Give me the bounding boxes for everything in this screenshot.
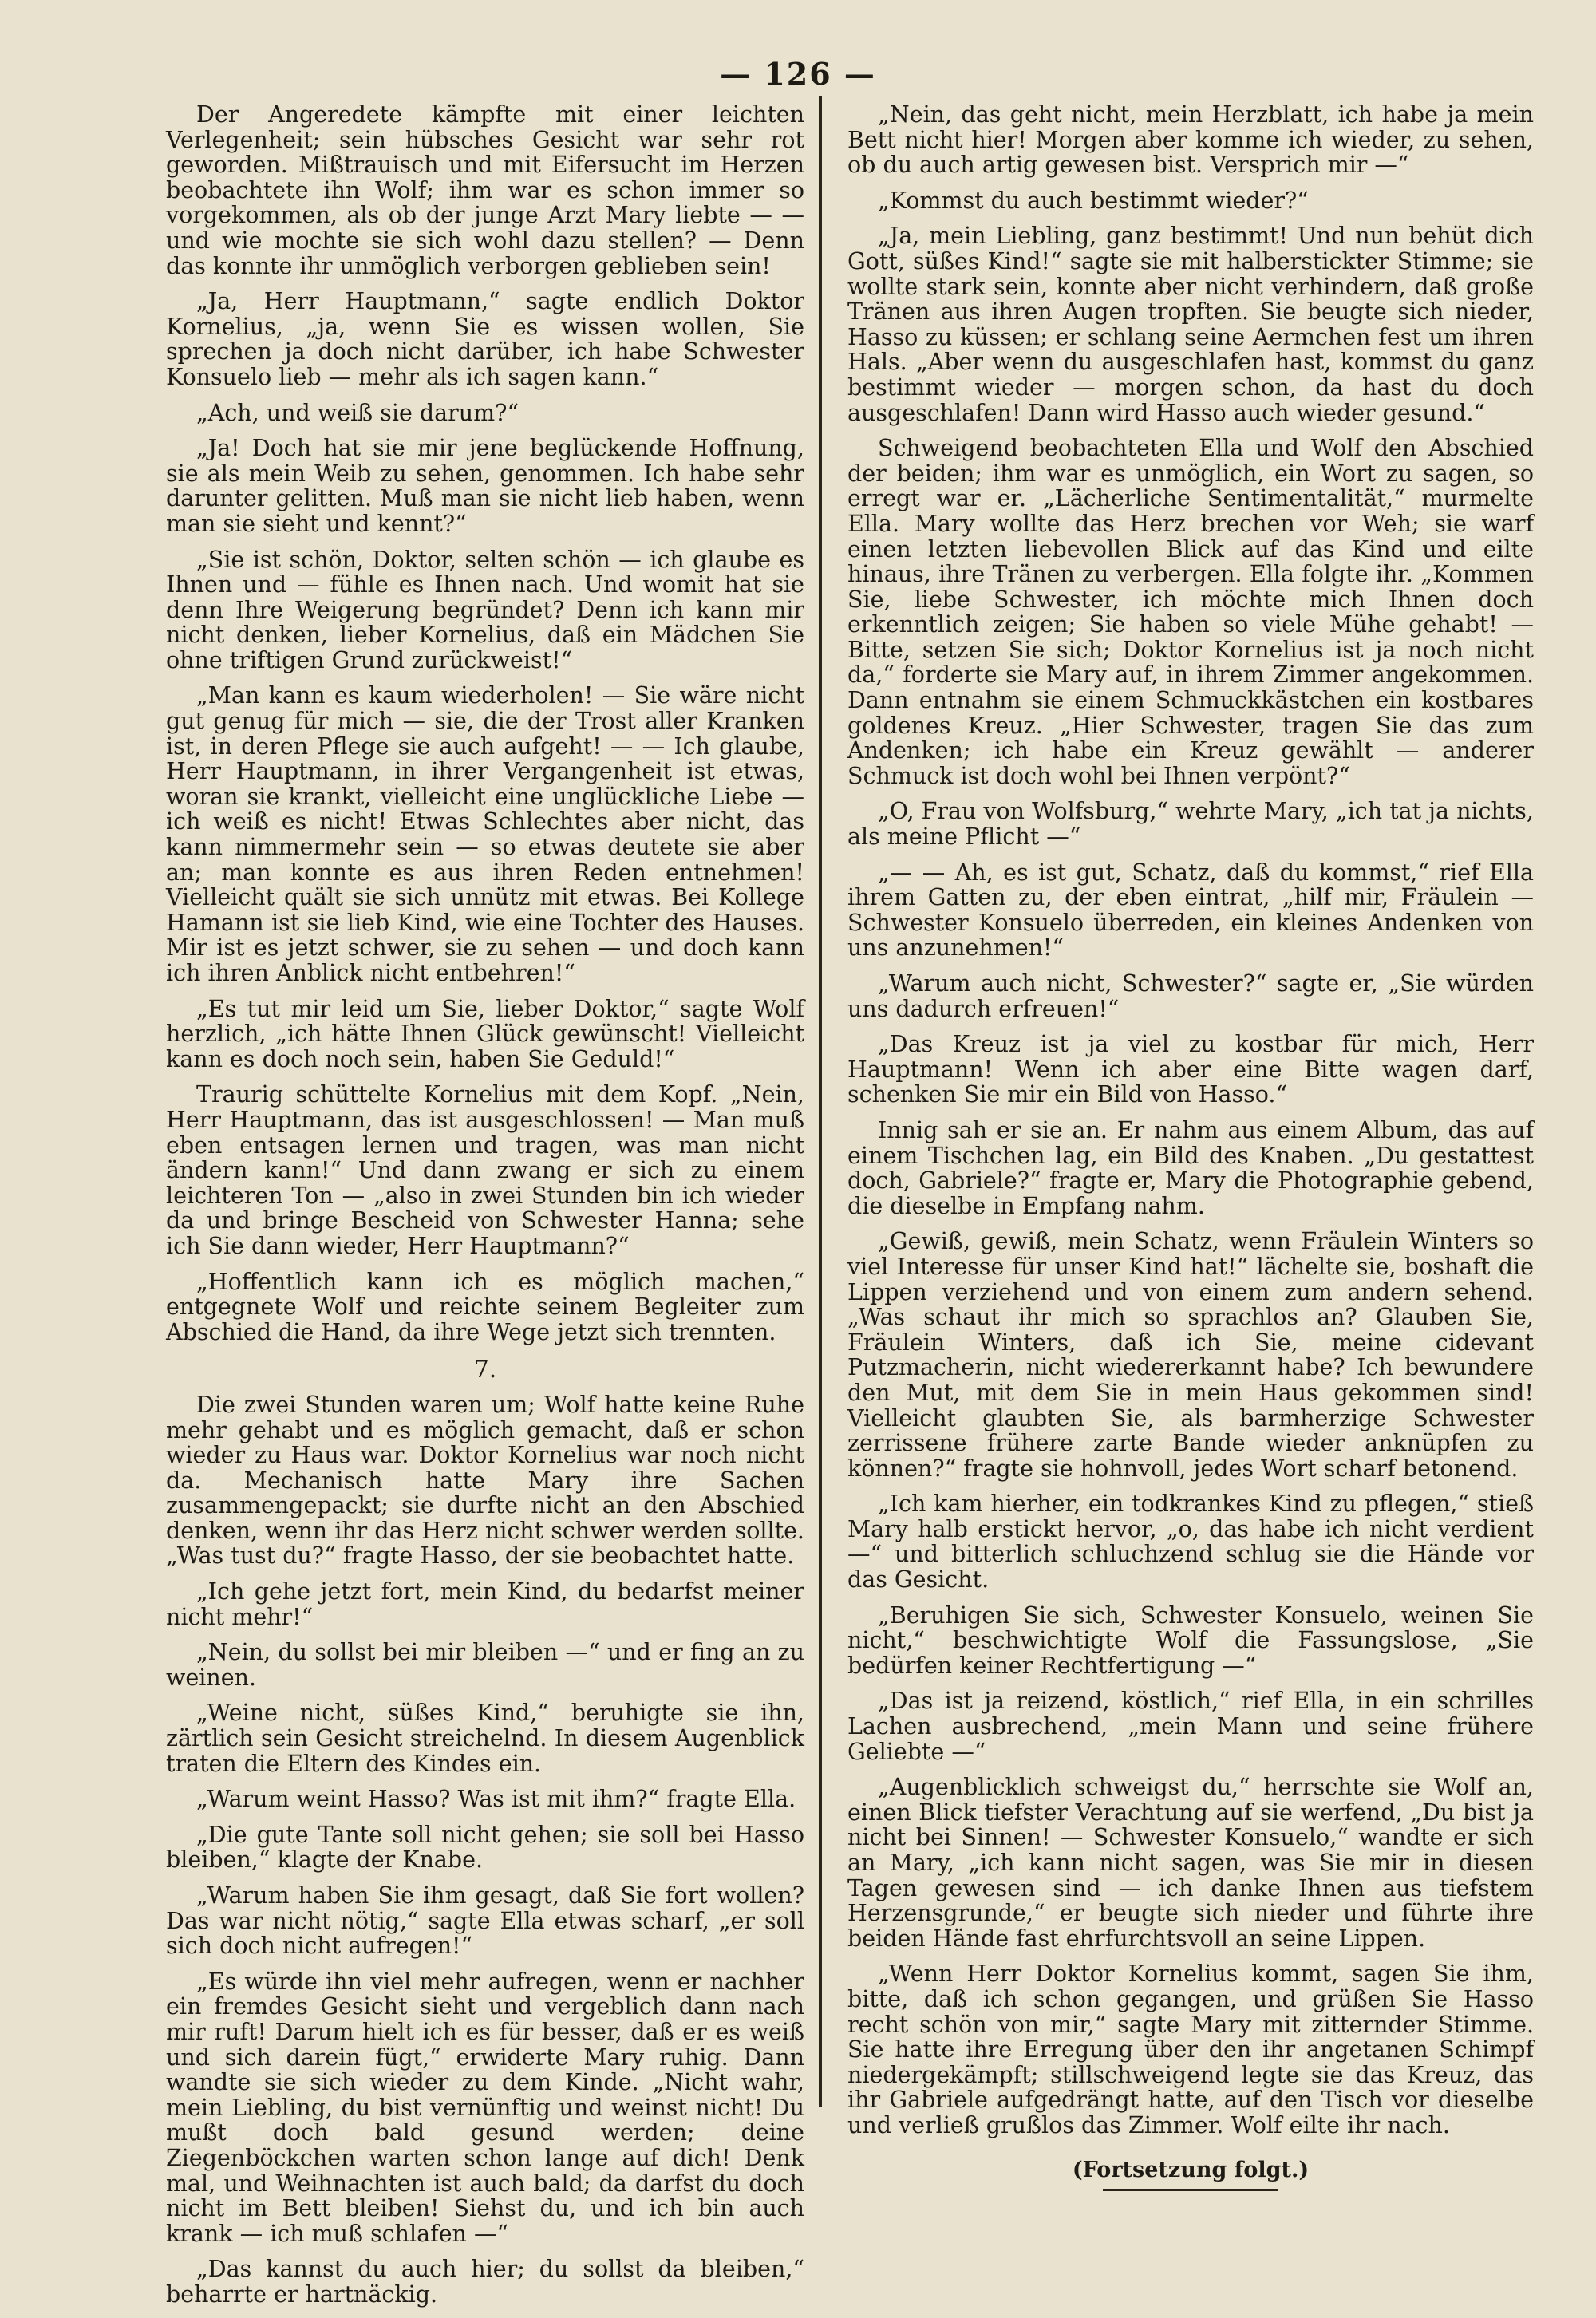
paragraph: „Ja, mein Liebling, ganz bestimmt! Und nun behüt dich Gott, süßes Kind!“ sagte sie mit halberstickter Stimme; sie wollte stark sein, konnte aber nicht verhindern, daß große Tränen aus ihren Augen tropften. Sie beugte sich nieder, Hasso zu küssen; er schlang seine Aermchen fest um ihren Hals. „Aber wenn du ausgeschlafen hast, kommst du ganz bestimmt wieder — morgen schon, da hast du doch ausgeschlafen! Dann wird Hasso auch wieder gesund.“ xyxy=(847,223,1534,426)
paragraph: „Ich kam hierher, ein todkrankes Kind zu pflegen,“ stieß Mary halb erstickt hervor, „o, das habe ich nicht verdient —“ und bitterlich schluchzend schlug sie die Hände vor das Gesicht. xyxy=(847,1491,1534,1593)
paragraph: „Man kann es kaum wiederholen! — Sie wäre nicht gut genug für mich — sie, die der Trost aller Kranken ist, in deren Pflege sie auch aufgeht! — — Ich glaube, Herr Hauptmann, in ihrer Vergangenheit ist etwas, woran sie krankt, vielleicht eine unglückliche Liebe — ich weiß es nicht! Etwas Schlechtes aber nicht, das kann nimmermehr sein — so etwas deutete sie aber an; man konnte es aus ihren Reden entnehmen! Vielleicht quält sie sich unnütz mit etwas. Bei Kollege Hamann ist sie lieb Kind, wie eine Tochter des Hauses. Mir ist es jetzt schwer, sie zu sehen — und doch kann ich ihren Anblick nicht entbehren!“ xyxy=(166,682,804,986)
paragraph: Der Angeredete kämpfte mit einer leichten Verlegenheit; sein hübsches Gesicht war sehr rot geworden. Mißtrauisch und mit Eifersucht im Herzen beobachtete ihn Wolf; ihm war es schon immer so vorgekommen, als ob der junge Arzt Mary liebte — — und wie mochte sie sich wohl dazu stellen? — Denn das konnte ihr unmöglich verborgen geblieben sein! xyxy=(166,101,804,279)
paragraph: „Es tut mir leid um Sie, lieber Doktor,“ sagte Wolf herzlich, „ich hätte Ihnen Glück gewünscht! Vielleicht kann es doch noch sein, haben Sie Geduld!“ xyxy=(166,995,804,1072)
paragraph: „Die gute Tante soll nicht gehen; sie soll bei Hasso bleiben,“ klagte der Knabe. xyxy=(166,1821,804,1874)
right-column xyxy=(847,102,1534,2191)
chapter-heading: 7. xyxy=(473,1356,497,1384)
paragraph: „Nein, du sollst bei mir bleiben —“ und er fing an zu weinen. xyxy=(166,1639,804,1691)
paragraph: „Das ist ja reizend, köstlich,“ rief Ella, in ein schrilles Lachen ausbrechend, „mein Mann und seine frühere Geliebte —“ xyxy=(847,1688,1534,1765)
paragraph: „Ach, und weiß sie darum?“ xyxy=(196,399,519,426)
paragraph: „Gewiß, gewiß, mein Schatz, wenn Fräulein Winters so viel Interesse für unser Kind hat!“ lächelte sie, boshaft die Lippen verziehend und von einem zum andern sehend. „Was schaut ihr mich so sprachlos an? Glauben Sie, Fräulein Winters, daß ich Sie, meine cidevant Putzmacherin, nicht wiedererkannt habe? Ich bewundere den Mut, mit dem Sie in mein Haus gekommen sind! Vielleicht glaubten Sie, als barmherzige Schwester zerrissene frühere zarte Bande wieder anknüpfen zu können?“ fragte sie hohnvoll, jedes Wort scharf betonend. xyxy=(847,1228,1534,1482)
paragraph: „Wenn Herr Doktor Kornelius kommt, sagen Sie ihm, bitte, daß ich schon gegangen, und grüßen Sie Hasso recht schön von mir,“ sagte Mary mit zitternder Stimme. Sie hatte ihre Erregung über den ihr angetanen Schimpf niedergekämpft; stillschweigend legte sie das Kreuz, das ihr Gabriele aufgedrängt hatte, auf den Tisch vor dieselbe und verließ grußlos das Zimmer. Wolf eilte ihr nach. xyxy=(847,1961,1534,2138)
paragraph: „Hoffentlich kann ich es möglich machen,“ entgegnete Wolf und reichte seinem Begleiter zum Abschied die Hand, da ihre Wege jetzt sich trennten. xyxy=(166,1268,804,1345)
paragraph: „Ich gehe jetzt fort, mein Kind, du bedarfst meiner nicht mehr!“ xyxy=(166,1578,804,1630)
paragraph: „O, Frau von Wolfsburg,“ wehrte Mary, „ich tat ja nichts, als meine Pflicht —“ xyxy=(847,798,1534,851)
column-divider xyxy=(819,96,822,2107)
paragraph: „Ja! Doch hat sie mir jene beglückende Hoffnung, sie als mein Weib zu sehen, genommen. Ich habe sehr darunter gelitten. Muß man sie nicht lieb haben, wenn man sie sieht und kennt?“ xyxy=(166,435,804,537)
paragraph: „Weine nicht, süßes Kind,“ beruhigte sie ihn, zärtlich sein Gesicht streichelnd. In diesem Augenblick traten die Eltern des Kindes ein. xyxy=(166,1700,804,1777)
paragraph: „Das Kreuz ist ja viel zu kostbar für mich, Herr Hauptmann! Wenn ich aber eine Bitte wagen darf, schenken Sie mir ein Bild von Hasso.“ xyxy=(847,1031,1534,1108)
paragraph: „— — Ah, es ist gut, Schatz, daß du kommst,“ rief Ella ihrem Gatten zu, der eben eintrat, „hilf mir, Fräulein — Schwester Konsuelo überreden, ein kleines Andenken von uns anzunehmen!“ xyxy=(847,859,1534,962)
paragraph: „Es würde ihn viel mehr aufregen, wenn er nachher ein fremdes Gesicht sieht und vergeblich dann nach mir ruft! Darum hielt ich es für besser, daß er es weiß und sich darein fügt,“ erwiderte Mary ruhig. Dann wandte sie sich wieder zu dem Kinde. „Nicht wahr, mein Liebling, du bist vernünftig und weinst nicht! Du mußt doch bald gesund werden; deine Ziegenböckchen warten schon lange auf dich! Denk mal, und Weihnachten ist auch bald; da darfst du doch nicht im Bett bleiben! Siehst du, und ich bin auch krank — ich muß schlafen —“ xyxy=(166,1968,804,2247)
paragraph: „Das kannst du auch hier; du sollst da bleiben,“ beharrte er hartnäckig. xyxy=(166,2256,804,2308)
paragraph: „Ja, Herr Hauptmann,“ sagte endlich Doktor Kornelius, „ja, wenn Sie es wissen wollen, Sie sprechen ja doch nicht darüber, ich habe Schwester Konsuelo lieb — mehr als ich sagen kann.“ xyxy=(166,288,804,390)
paragraph: „Sie ist schön, Doktor, selten schön — ich glaube es Ihnen und — fühle es Ihnen nach. Und womit hat sie denn Ihre Weigerung begründet? Denn ich kann mir nicht denken, lieber Kornelius, daß ein Mädchen Sie ohne triftigen Grund zurückweist!“ xyxy=(166,546,804,673)
continued-notice: (Fortsetzung folgt.) xyxy=(1072,2157,1310,2182)
paragraph: „Nein, das geht nicht, mein Herzblatt, ich habe ja mein Bett nicht hier! Morgen aber komme ich wieder, zu sehen, ob du auch artig gewesen bist. Versprich mir —“ xyxy=(847,101,1534,179)
paragraph: „Warum auch nicht, Schwester?“ sagte er, „Sie würden uns dadurch erfreuen!“ xyxy=(847,970,1534,1022)
paragraph: Traurig schüttelte Kornelius mit dem Kopf. „Nein, Herr Hauptmann, das ist ausgeschlossen! — Man muß eben entsagen lernen und tragen, was man nicht ändern kann!“ Und dann zwang er sich zu einem leichteren Ton — „also in zwei Stunden bin ich wieder da und bringe Bescheid von Schwester Hanna; sehe ich Sie dann wieder, Herr Hauptmann?“ xyxy=(166,1081,804,1259)
paragraph: „Warum haben Sie ihm gesagt, daß Sie fort wollen? Das war nicht nötig,“ sagte Ella etwas scharf, „er soll sich doch nicht aufregen!“ xyxy=(166,1882,804,1960)
end-rule xyxy=(1103,2189,1278,2191)
paragraph: „Warum weint Hasso? Was ist mit ihm?“ fragte Ella. xyxy=(196,1786,796,1813)
left-column xyxy=(166,102,804,2318)
paragraph: „Beruhigen Sie sich, Schwester Konsuelo, weinen Sie nicht,“ beschwichtigte Wolf die Fassungslose, „Sie bedürfen keiner Rechtfertigung —“ xyxy=(847,1601,1534,1679)
paragraph: Schweigend beobachteten Ella und Wolf den Abschied der beiden; ihm war es unmöglich, ein Wort zu sagen, so erregt war er. „Lächerliche Sentimentalität,“ murmelte Ella. Mary wollte das Herz brechen vor Weh; sie warf einen letzten liebevollen Blick auf das Kind und eilte hinaus, ihre Tränen zu verbergen. Ella folgte ihr. „Kommen Sie, liebe Schwester, ich möchte mich Ihnen doch erkenntlich zeigen; Sie haben so viele Mühe gehabt! — Bitte, setzen Sie sich; Doktor Kornelius ist ja noch nicht da,“ forderte sie Mary auf, in ihrem Zimmer angekommen. Dann entnahm sie einem Schmuckkästchen ein kostbares goldenes Kreuz. „Hier Schwester, tragen Sie das zum Andenken; ich habe ein Kreuz gewählt — anderer Schmuck ist doch wohl bei Ihnen verpönt?“ xyxy=(847,435,1534,789)
paragraph: Innig sah er sie an. Er nahm aus einem Album, das auf einem Tischchen lag, ein Bild des Knaben. „Du gestattest doch, Gabriele?“ fragte er, Mary die Photographie gebend, die dieselbe in Empfang nahm. xyxy=(847,1116,1534,1219)
paragraph: Die zwei Stunden waren um; Wolf hatte keine Ruhe mehr gehabt und es möglich gemacht, daß er schon wieder zu Haus war. Doktor Kornelius war noch nicht da. Mechanisch hatte Mary ihre Sachen zusammengepackt; sie durfte nicht an den Abschied denken, wenn ihr das Herz nicht schwer werden sollte. „Was tust du?“ fragte Hasso, der sie beobachtet hatte. xyxy=(166,1391,804,1570)
paragraph: „Kommst du auch bestimmt wieder?“ xyxy=(878,187,1309,214)
paragraph: „Augenblicklich schweigst du,“ herrschte sie Wolf an, einen Blick tiefster Verachtung auf sie werfend, „Du bist ja nicht bei Sinnen! — Schwester Konsuelo,“ wandte er sich an Mary, „ich kann nicht sagen, was Sie mir in diesen Tagen gewesen sind — ich danke Ihnen aus tiefstem Herzensgrunde,“ er beugte sich nieder und führte ihre beiden Hände fast ehrfurchtsvoll an seine Lippen. xyxy=(847,1774,1534,1952)
page-number: — 126 — xyxy=(720,56,876,92)
